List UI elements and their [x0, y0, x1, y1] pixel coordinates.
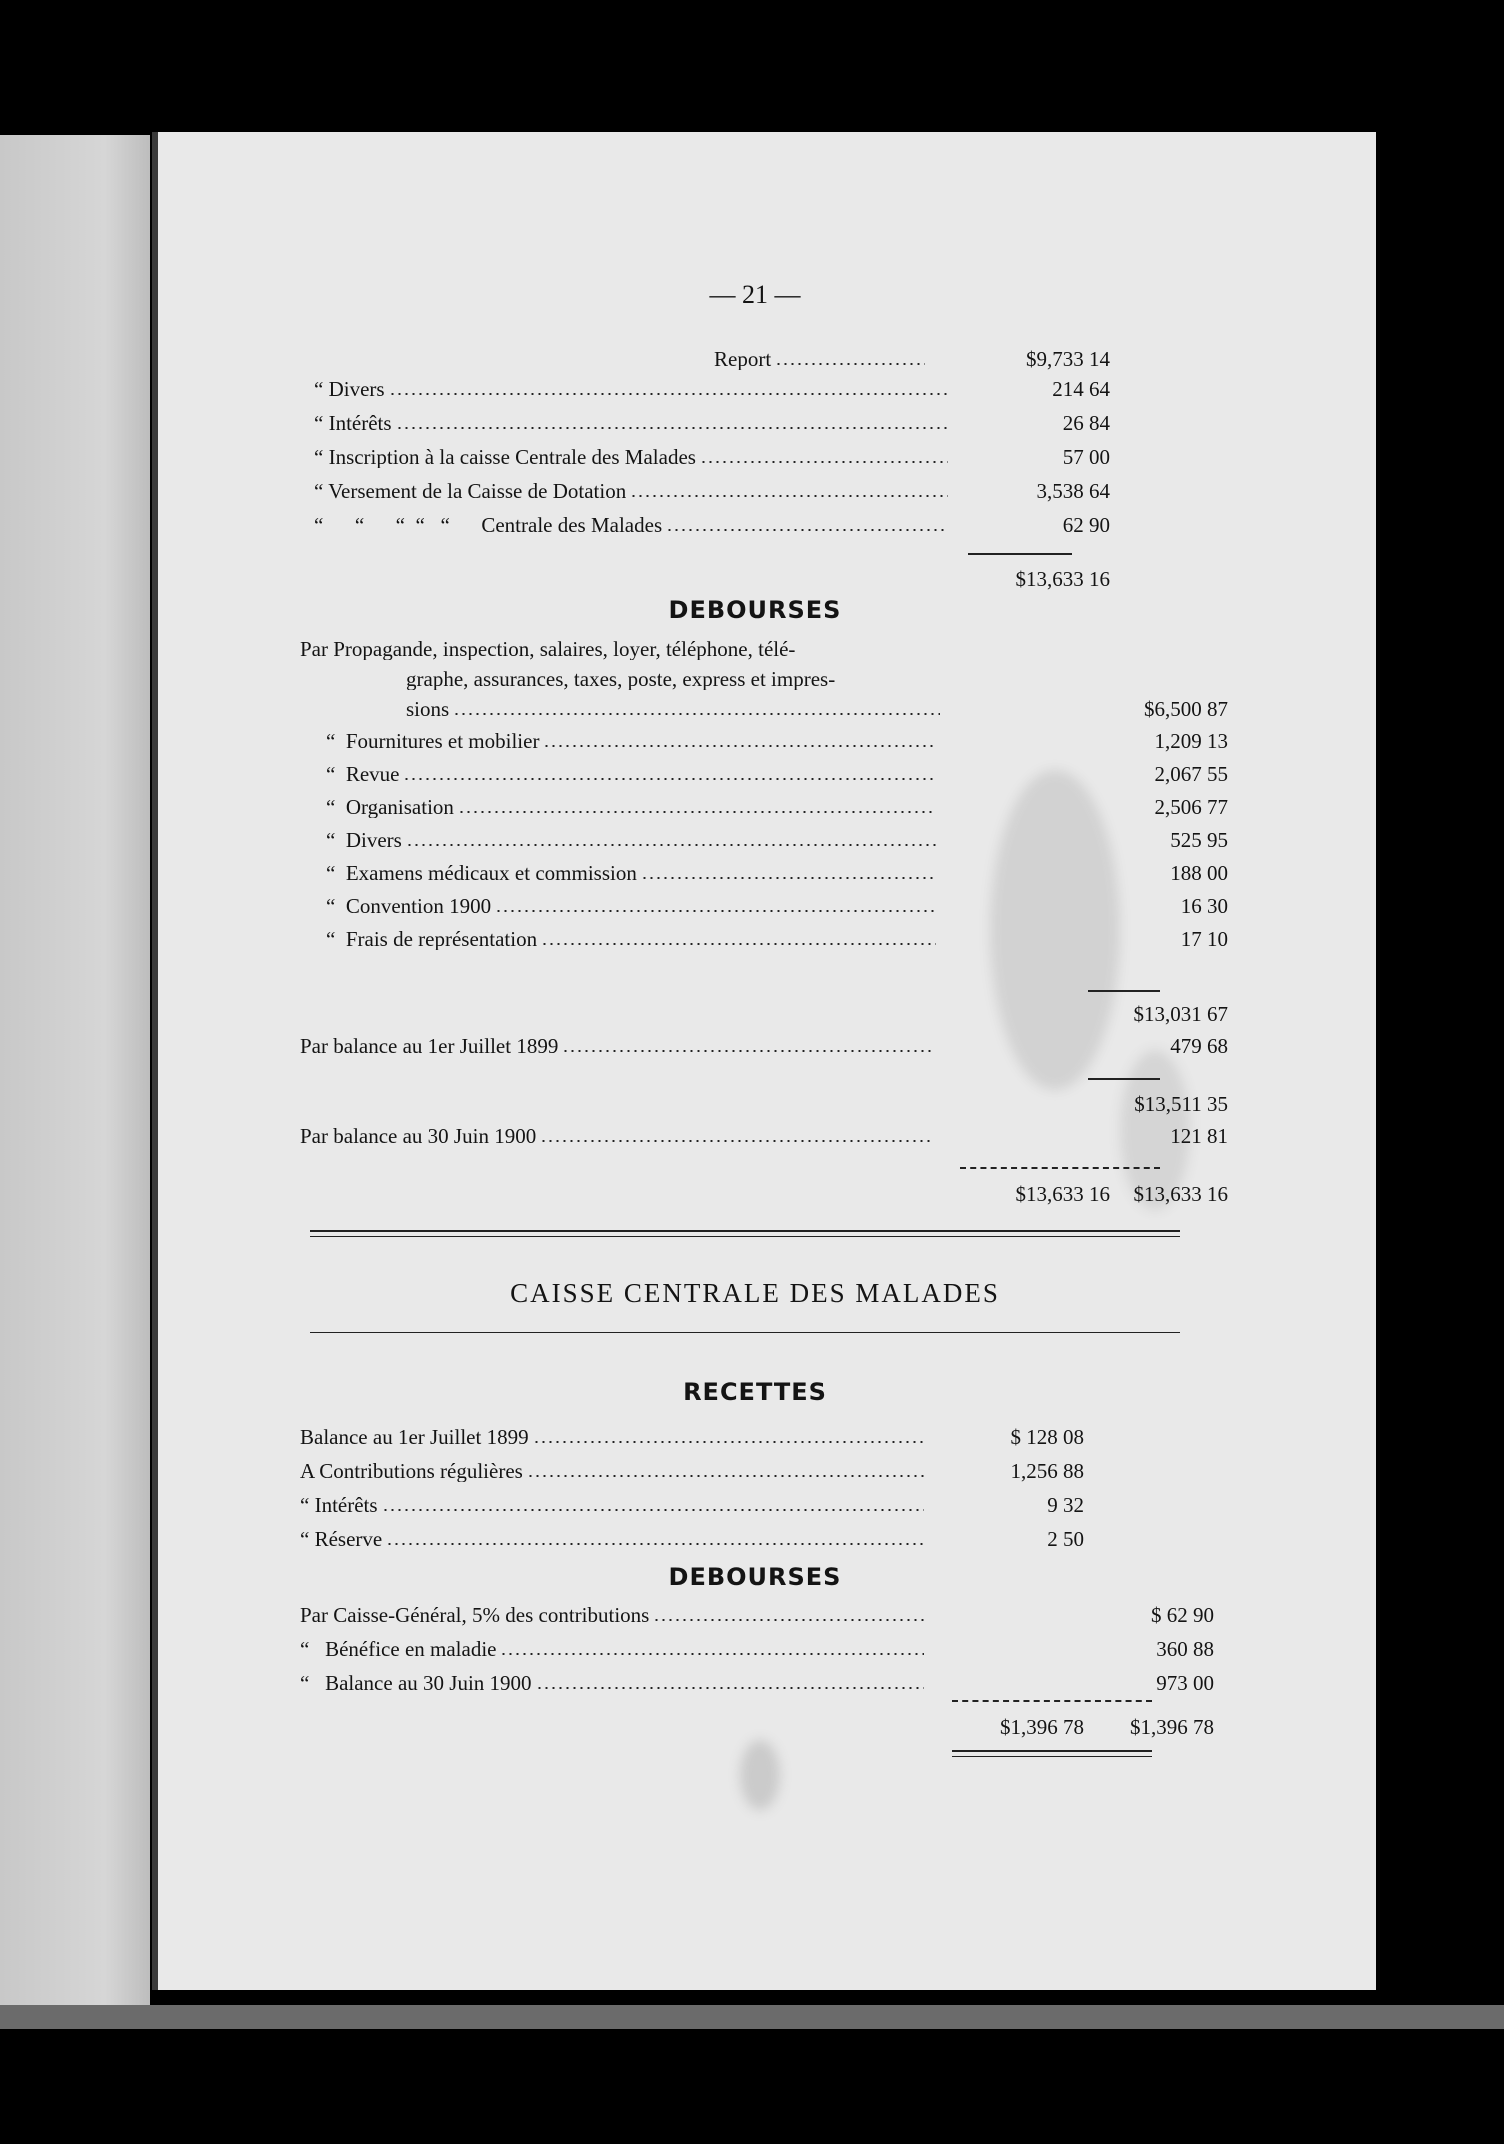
leader-dots: [700, 461, 948, 463]
debourse-row-label-wrap: [326, 854, 942, 884]
debourse-row-label-wrap: [326, 788, 942, 818]
caisse-debourse-row-amount: $ 62 90: [1151, 1603, 1214, 1627]
caisse-debourse-row-label: Par Caisse-Général, 5% des contributions: [300, 1603, 650, 1626]
intro-text-1: Par Propagande, inspection, salaires, loyer, téléphone, télé-: [300, 637, 796, 660]
debourse-row: [300, 821, 1250, 851]
carry-row-amount: 57 00: [1062, 445, 1110, 469]
leader-dots: [527, 1475, 924, 1477]
carry-row-amount: 3,538 64: [1036, 479, 1110, 503]
leader-dots: [386, 1543, 924, 1545]
leader-dots: [666, 529, 948, 531]
carry-row: [300, 506, 1250, 536]
leader-dots: [382, 1509, 924, 1511]
leader-dots: [500, 1653, 924, 1655]
report-label: Report: [714, 347, 772, 370]
leader-dots: [396, 427, 948, 429]
carry-row: [300, 370, 1250, 400]
debourse-row-amount: 1,209 13: [1154, 729, 1228, 753]
carry-row: [300, 472, 1250, 502]
recette-row-amount: 9 32: [1047, 1493, 1084, 1517]
debourse-row-label: “ Divers: [326, 828, 402, 851]
subtotal-2-row: [300, 1085, 1250, 1115]
recette-row-label: Balance au 1er Juillet 1899: [300, 1425, 529, 1448]
balance-1900-amount: 121 81: [1170, 1124, 1228, 1148]
leader-dots: [641, 877, 936, 879]
debourse-row-label: “ Organisation: [326, 795, 454, 818]
leader-dots: [403, 778, 936, 780]
grand-total-right: $13,633 16: [1133, 1182, 1228, 1206]
double-rule: [310, 1230, 1180, 1232]
carry-row-label: “ Divers: [314, 377, 385, 400]
carry-row-amount: 62 90: [1062, 513, 1110, 537]
recettes-heading: RECETTES: [683, 1378, 827, 1406]
page-number: — 21 —: [709, 280, 801, 309]
leader-dots: [406, 844, 936, 846]
leader-dots: [389, 393, 948, 395]
debourse-row: [300, 920, 1250, 950]
carry-row-label-wrap: [314, 472, 954, 502]
debourse-row: [300, 887, 1250, 917]
debourse-row-label-wrap: [326, 821, 942, 851]
caisse-debourse-row-amount: 360 88: [1156, 1637, 1214, 1661]
caisse-debourse-row: [300, 1630, 1250, 1660]
intro-line-1: [300, 630, 1250, 660]
carry-total: $13,633 16: [1015, 567, 1110, 591]
debourse-row-amount: 2,067 55: [1154, 762, 1228, 786]
carry-row-label: “ Versement de la Caisse de Dotation: [314, 479, 627, 502]
carry-row-label: “ Inscription à la caisse Centrale des Malades: [314, 445, 696, 468]
recette-row-label-wrap: [300, 1452, 930, 1482]
debourse-row-label-wrap: [326, 755, 942, 785]
recette-row-label: A Contributions régulières: [300, 1459, 523, 1482]
debourse-row-amount: 17 10: [1180, 927, 1228, 951]
recette-row: [300, 1520, 1250, 1550]
sum-rule: [960, 1167, 1160, 1169]
caisse-debourse-row-label-wrap: [300, 1630, 930, 1660]
recette-row-label: “ Réserve: [300, 1527, 383, 1550]
debourse-row-amount: 525 95: [1170, 828, 1228, 852]
subtotal-row: [300, 995, 1250, 1025]
carry-row-label: “ Intérêts: [314, 411, 392, 434]
double-rule: [310, 1236, 1180, 1237]
recette-row: [300, 1418, 1250, 1448]
debourses-heading: DEBOURSES: [668, 596, 842, 624]
carry-row-amount: 214 64: [1052, 377, 1110, 401]
caisse-debourses-heading: DEBOURSES: [668, 1563, 842, 1591]
caisse-debourse-row-label-wrap: [300, 1596, 930, 1626]
debourse-row-label-wrap: [326, 920, 942, 950]
caisse-total-row: [300, 1708, 1250, 1738]
grand-total-left: $13,633 16: [1015, 1182, 1110, 1206]
debourse-row-label: “ Examens médicaux et commission: [326, 861, 637, 884]
carry-row-label-wrap: [314, 370, 954, 400]
debourse-row-label: “ Fournitures et mobilier: [326, 729, 540, 752]
debourse-row-label-wrap: [326, 887, 942, 917]
leader-dots: [453, 713, 940, 715]
intro-amount: $6,500 87: [1144, 697, 1228, 721]
caisse-debourse-row-label-wrap: [300, 1664, 930, 1694]
grand-total-row: [300, 1175, 1250, 1205]
leader-dots: [495, 910, 936, 912]
double-rule: [952, 1756, 1152, 1757]
carry-row-label-wrap: [314, 404, 954, 434]
debourse-row-label: “ Convention 1900: [326, 894, 492, 917]
debourse-row-label: “ Revue: [326, 762, 400, 785]
carry-row-label: “ “ “ “ “ Centrale des Malades: [314, 513, 663, 536]
leader-dots: [540, 1140, 934, 1142]
balance-1899-row: [300, 1027, 1250, 1057]
carry-total-row: [300, 560, 1250, 590]
balance-1900-row: [300, 1117, 1250, 1147]
debourse-row: [300, 722, 1250, 752]
intro-text-2: graphe, assurances, taxes, poste, express et impres-: [406, 667, 836, 690]
sum-rule: [968, 553, 1072, 555]
intro-line-3: [300, 690, 1250, 720]
leader-dots: [775, 363, 925, 365]
caisse-debourse-row-label: “ Bénéfice en maladie: [300, 1637, 497, 1660]
recette-row-label-wrap: [300, 1418, 930, 1448]
debourse-row-amount: 2,506 77: [1154, 795, 1228, 819]
carry-row-amount: 26 84: [1062, 411, 1110, 435]
leader-dots: [458, 811, 936, 813]
debourse-row-label: “ Frais de représentation: [326, 927, 538, 950]
scan-bottom-edge: [0, 2005, 1504, 2029]
intro-last: sions: [406, 697, 450, 720]
caisse-debourse-row-label: “ Balance au 30 Juin 1900: [300, 1671, 532, 1694]
subtotal-1: $13,031 67: [1133, 1002, 1228, 1026]
sum-rule: [1088, 1078, 1160, 1080]
leader-dots: [562, 1050, 934, 1052]
debourse-row-amount: 16 30: [1180, 894, 1228, 918]
recette-row-amount: $ 128 08: [1010, 1425, 1084, 1449]
caisse-debourse-row: [300, 1596, 1250, 1626]
balance-1900-wrap: [300, 1117, 940, 1147]
caisse-title: CAISSE CENTRALE DES MALADES: [510, 1278, 1000, 1308]
recette-row-amount: 1,256 88: [1010, 1459, 1084, 1483]
report-amount: $9,733 14: [1026, 347, 1110, 371]
debourse-row: [300, 788, 1250, 818]
recette-row-label-wrap: [300, 1520, 930, 1550]
caisse-total-right: $1,396 78: [1130, 1715, 1214, 1739]
balance-1899-amount: 479 68: [1170, 1034, 1228, 1058]
report-label-wrap: [714, 340, 1254, 370]
debourse-row-amount: 188 00: [1170, 861, 1228, 885]
sum-rule: [952, 1700, 1152, 1702]
caisse-debourse-row-amount: 973 00: [1156, 1671, 1214, 1695]
leader-dots: [630, 495, 948, 497]
subtotal-2: $13,511 35: [1134, 1092, 1228, 1116]
leader-dots: [653, 1619, 924, 1621]
carry-row-label-wrap: [314, 438, 954, 468]
section-rule: [310, 1332, 1180, 1333]
balance-1900-label: Par balance au 30 Juin 1900: [300, 1124, 537, 1147]
debourse-row: [300, 854, 1250, 884]
leader-dots: [543, 745, 936, 747]
debourse-row: [300, 755, 1250, 785]
recette-row-label-wrap: [300, 1486, 930, 1516]
double-rule: [952, 1750, 1152, 1752]
carry-row-label-wrap: [314, 506, 954, 536]
recette-row: [300, 1452, 1250, 1482]
sum-rule: [1088, 990, 1160, 992]
carry-row: [300, 438, 1250, 468]
caisse-total-left: $1,396 78: [1000, 1715, 1084, 1739]
leader-dots: [533, 1441, 924, 1443]
leader-dots: [536, 1687, 924, 1689]
balance-1899-wrap: [300, 1027, 940, 1057]
balance-1899-label: Par balance au 1er Juillet 1899: [300, 1034, 559, 1057]
intro-line-2: [300, 660, 1250, 690]
facing-page-edge: [0, 135, 150, 2005]
leader-dots: [541, 943, 936, 945]
debourse-row-label-wrap: [326, 722, 942, 752]
recette-row-amount: 2 50: [1047, 1527, 1084, 1551]
ledger-content: [300, 270, 1250, 1770]
report-row: [300, 340, 1250, 370]
recette-row: [300, 1486, 1250, 1516]
caisse-debourse-row: [300, 1664, 1250, 1694]
intro-last-wrap: [406, 690, 946, 720]
carry-row: [300, 404, 1250, 434]
recette-row-label: “ Intérêts: [300, 1493, 378, 1516]
